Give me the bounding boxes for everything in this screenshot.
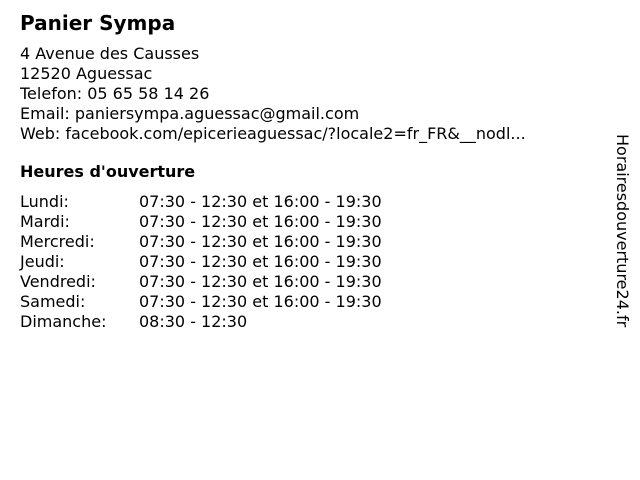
shop-name: Panier Sympa	[20, 11, 176, 35]
time-range: 07:30 - 12:30 et 16:00 - 19:30	[139, 252, 382, 271]
time-range: 07:30 - 12:30 et 16:00 - 19:30	[139, 292, 382, 311]
time-range: 07:30 - 12:30 et 16:00 - 19:30	[139, 232, 382, 251]
address-line-1: 4 Avenue des Causses	[20, 44, 200, 63]
opening-hours-table	[20, 192, 600, 332]
day-label: Mardi:	[20, 212, 70, 231]
opening-hours-heading: Heures d'ouverture	[20, 162, 196, 181]
address-line-2: 12520 Aguessac	[20, 64, 153, 83]
day-label: Vendredi:	[20, 272, 96, 291]
day-label: Lundi:	[20, 192, 69, 211]
web-line: Web: facebook.com/epicerieaguessac/?locale2=fr_FR&__nodl...	[20, 124, 526, 143]
email-line: Email: paniersympa.aguessac@gmail.com	[20, 104, 360, 123]
time-range: 07:30 - 12:30 et 16:00 - 19:30	[139, 272, 382, 291]
time-range: 07:30 - 12:30 et 16:00 - 19:30	[139, 192, 382, 211]
phone-line: Telefon: 05 65 58 14 26	[20, 84, 210, 103]
hours-row-saturday	[20, 292, 600, 312]
day-label: Samedi:	[20, 292, 86, 311]
time-range: 08:30 - 12:30	[139, 312, 248, 331]
hours-row-tuesday	[20, 212, 600, 232]
shop-info-card	[20, 10, 600, 332]
day-label: Mercredi:	[20, 232, 95, 251]
day-label: Jeudi:	[20, 252, 65, 271]
hours-row-thursday	[20, 252, 600, 272]
hours-row-friday	[20, 272, 600, 292]
time-range: 07:30 - 12:30 et 16:00 - 19:30	[139, 212, 382, 231]
site-watermark: Horairesdouverture24.fr	[613, 134, 632, 328]
hours-row-monday	[20, 192, 600, 212]
hours-row-sunday	[20, 312, 600, 332]
day-label: Dimanche:	[20, 312, 107, 331]
hours-row-wednesday	[20, 232, 600, 252]
